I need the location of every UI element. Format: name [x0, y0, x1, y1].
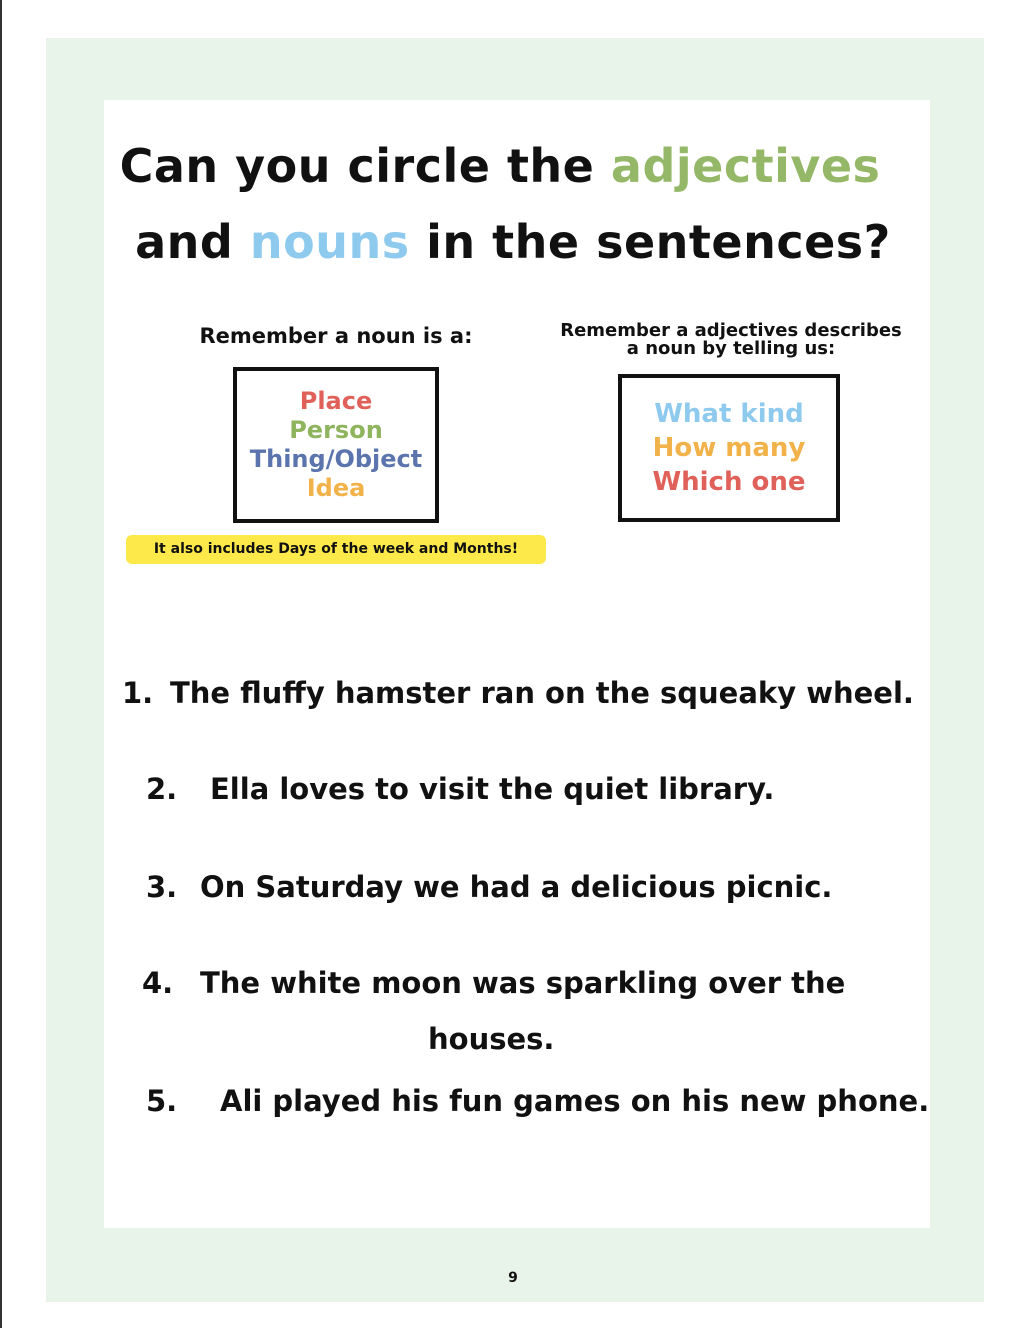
noun-type-idea: Idea: [306, 474, 366, 502]
adjective-reminder-line-1: Remember a adjectives describes: [560, 320, 902, 341]
title-part: Can you circle the: [119, 139, 611, 193]
sentence-2: [146, 772, 846, 812]
sentence-5: [146, 1084, 930, 1124]
adjective-type-how-many: How many: [652, 433, 806, 463]
title-part: and: [135, 215, 250, 269]
worksheet-title: [0, 128, 1000, 280]
sentence-number: 4.: [142, 966, 174, 1000]
sentence-number: 3.: [146, 870, 178, 904]
title-part: in the sentences?: [409, 215, 891, 269]
noun-types-box: [233, 367, 439, 523]
sentence-text: The fluffy hamster ran on the squeaky wheel.: [170, 676, 914, 710]
sentence-text: Ella loves to visit the quiet library.: [210, 772, 775, 806]
sentence-4: [142, 966, 882, 1066]
adjective-types-box: [618, 374, 840, 522]
sentence-number: 1.: [122, 676, 154, 710]
noun-type-place: Place: [299, 387, 373, 415]
title-adjectives-word: adjectives: [610, 139, 881, 193]
noun-type-thing: Thing/Object: [249, 445, 423, 473]
sentence-3: [146, 870, 846, 910]
page-number: 9: [508, 1270, 518, 1286]
adjective-type-what-kind: What kind: [654, 399, 804, 429]
sentence-number: 5.: [146, 1084, 178, 1118]
sentence-text: Ali played his fun games on his new phone.: [220, 1084, 930, 1118]
title-nouns-word: nouns: [249, 215, 410, 269]
sentence-text: The white moon was sparkling over the: [200, 966, 846, 1000]
adjective-reminder-heading: [548, 322, 914, 358]
noun-type-person: Person: [289, 416, 383, 444]
sentence-1: [122, 676, 922, 716]
sentence-text: On Saturday we had a delicious picnic.: [200, 870, 833, 904]
noun-reminder-heading: Remember a noun is a:: [199, 324, 473, 348]
title-line-2: [0, 204, 1000, 280]
title-line-1: [0, 128, 1000, 204]
adjective-type-which-one: Which one: [652, 467, 806, 497]
sentence-continuation: houses.: [428, 1022, 555, 1056]
days-months-note: It also includes Days of the week and Months!: [126, 535, 546, 564]
adjective-reminder-line-2: a noun by telling us:: [626, 338, 836, 359]
sentence-number: 2.: [146, 772, 178, 806]
